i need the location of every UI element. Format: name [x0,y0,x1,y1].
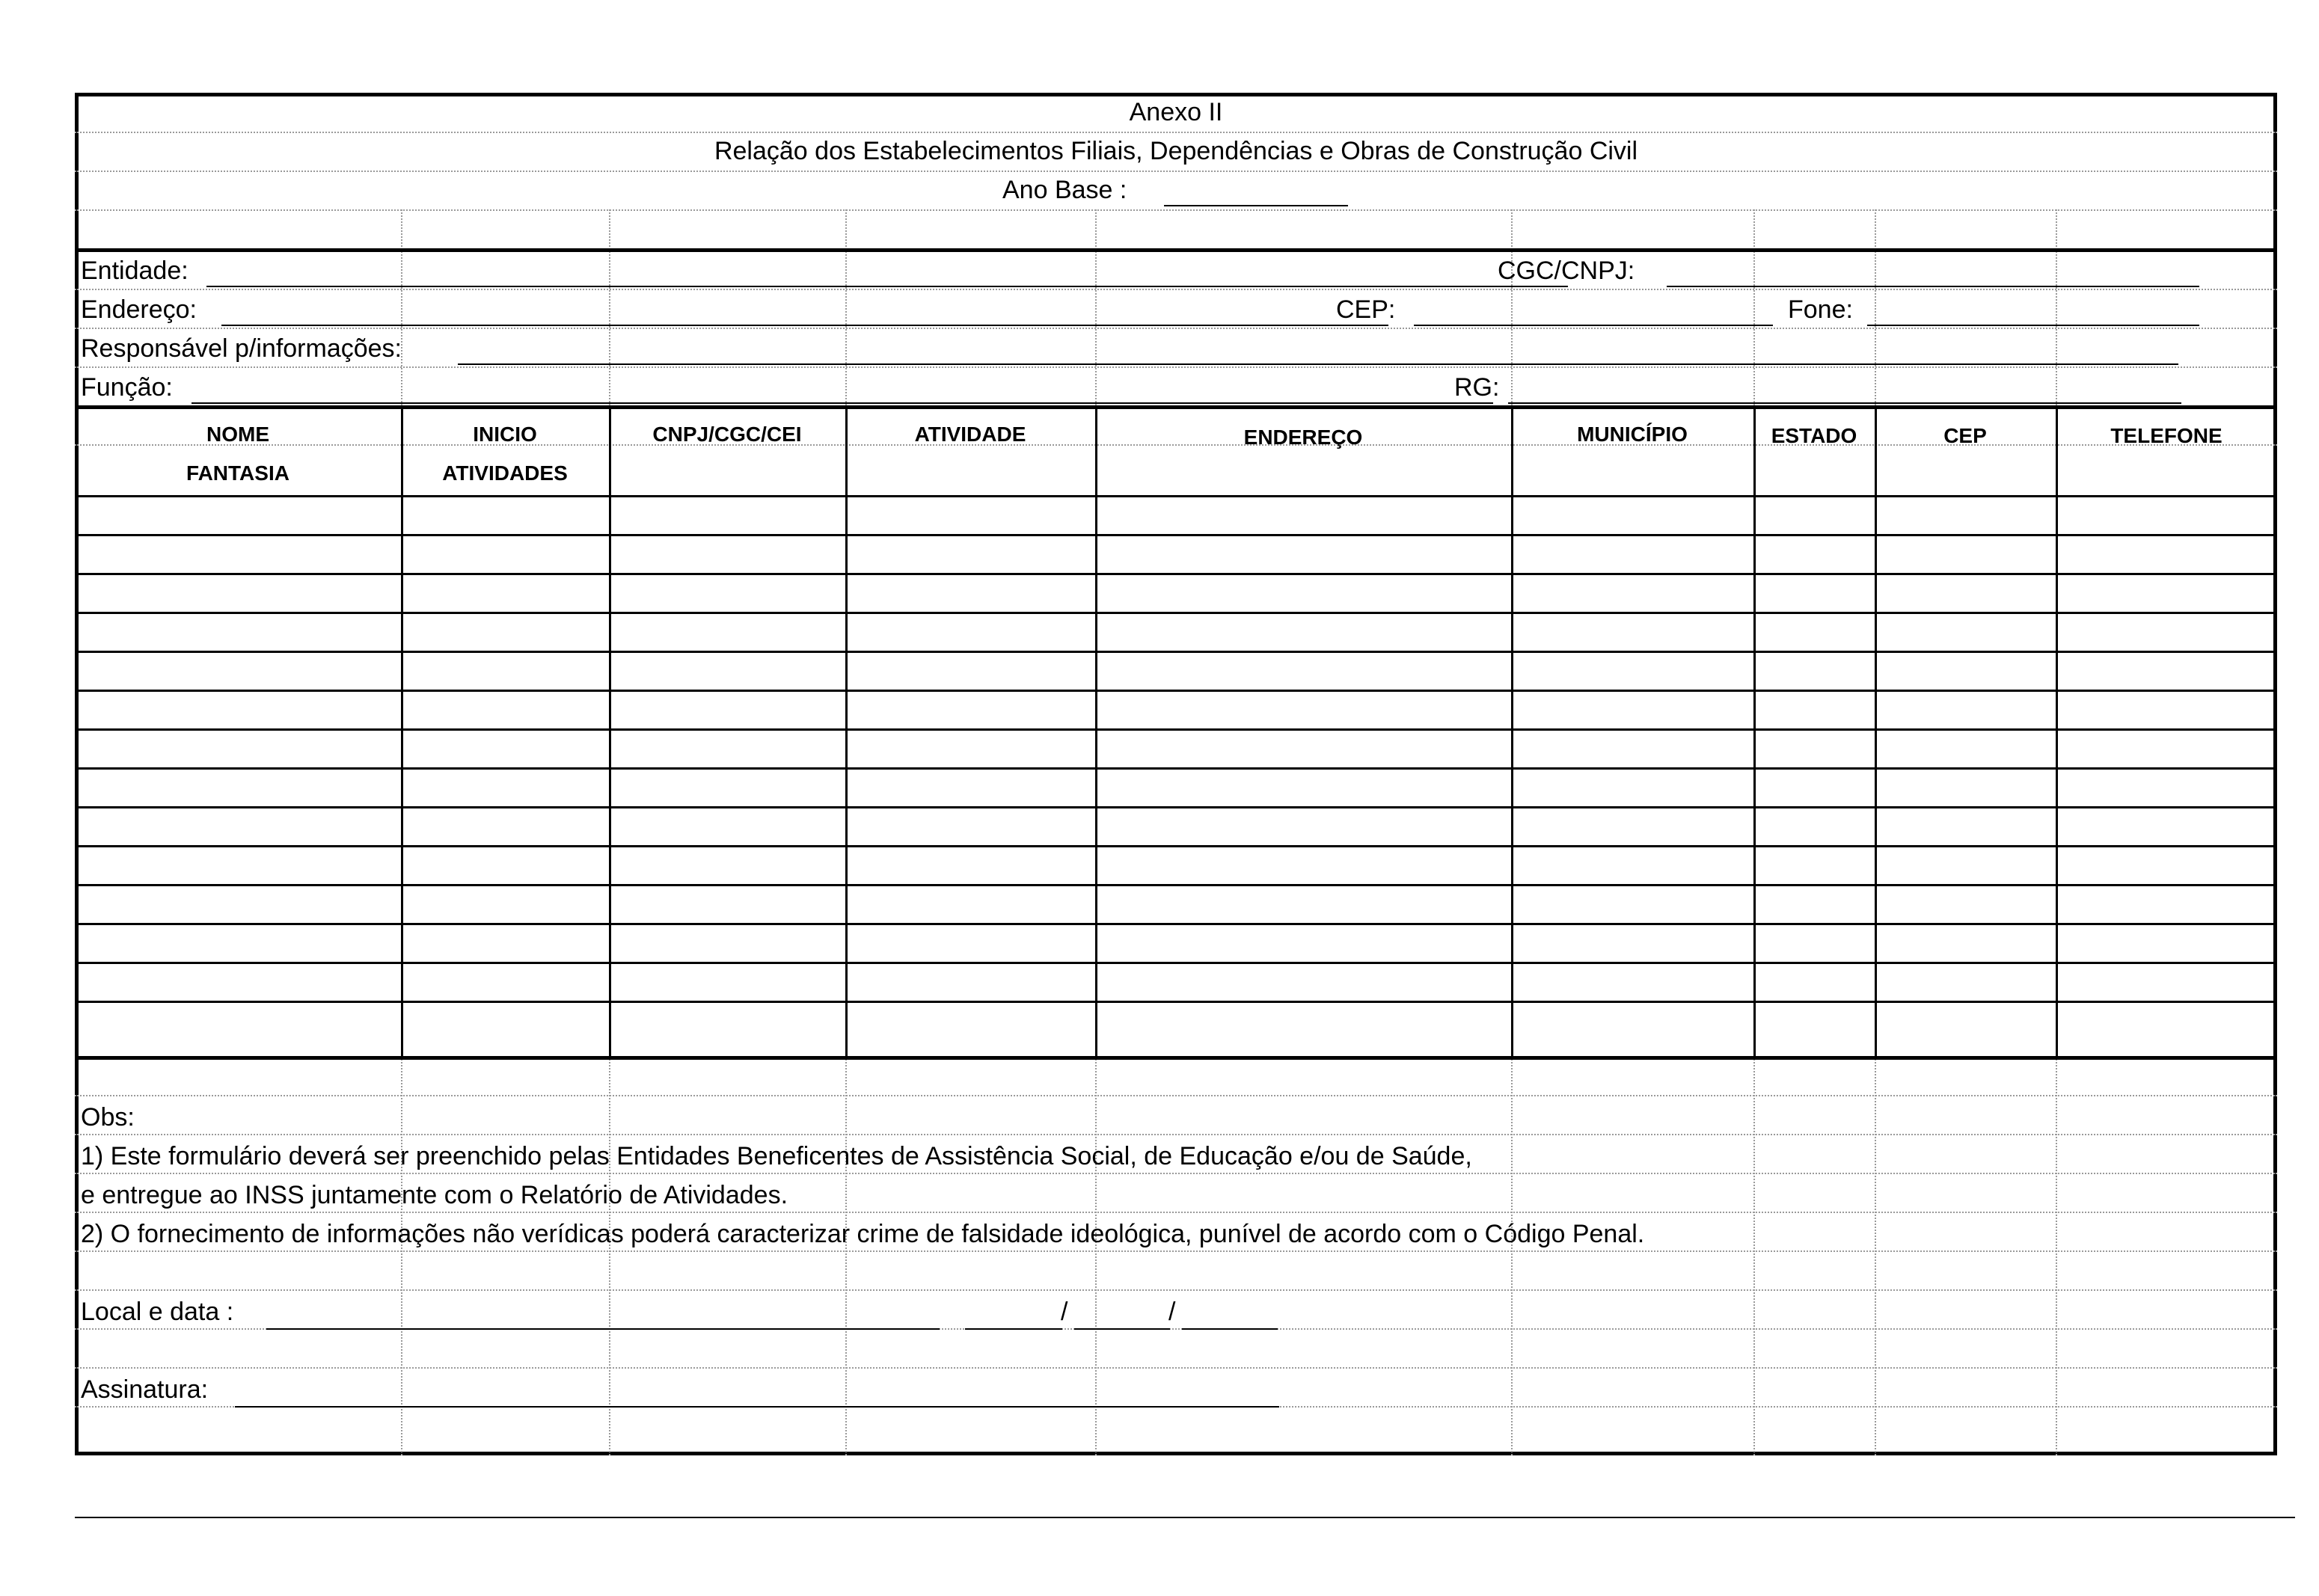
grid-row-line [75,1289,2277,1291]
header-nome-line2: FANTASIA [186,461,290,485]
grid-row-line [75,1367,2277,1369]
table-row-line [75,651,2277,653]
header-municipio: MUNICÍPIO [1577,423,1688,446]
grid-row-line [75,289,2277,290]
section-divider [75,405,2277,409]
assinatura-field[interactable] [235,1406,1279,1408]
entidade-field[interactable] [206,286,1568,287]
ano-base-label: Ano Base : [1002,176,1127,204]
obs-line-3: 2) O fornecimento de informações não verídicas poderá caracterizar crime de falsidade ideológica, punível de acordo com o Código Penal. [81,1220,1645,1248]
form-subtitle: Relação dos Estabelecimentos Filiais, Dependências e Obras de Construção Civil [714,137,1638,165]
fone-field[interactable] [1867,325,2199,326]
endereco-label: Endereço: [81,295,197,324]
header-cnpj: CNPJ/CGC/CEI [652,423,802,446]
date-separator: / [1168,1298,1176,1326]
fone-label: Fone: [1788,295,1853,324]
section-divider [75,248,2277,252]
table-row-line [75,612,2277,614]
table-row-line [75,573,2277,575]
table-row-line [75,845,2277,847]
table-row-line [75,767,2277,770]
obs-label: Obs: [81,1103,135,1132]
local-data-label: Local e data : [81,1298,234,1326]
grid-row-line [75,132,2277,133]
obs-line-2: e entregue ao INSS juntamente com o Relatório de Atividades. [81,1181,788,1209]
header-telefone: TELEFONE [2110,424,2222,447]
table-row-line [75,728,2277,731]
annex-title: Anexo II [1129,98,1223,126]
table-row-line [75,806,2277,808]
table-row-line [75,1001,2277,1003]
funcao-field[interactable] [192,402,1493,404]
funcao-label: Função: [81,373,173,402]
table-col-line [1511,405,1513,1056]
cgc-cnpj-label: CGC/CNPJ: [1498,257,1635,285]
table-row-line [75,923,2277,925]
date-month-field[interactable] [1074,1328,1170,1330]
table-row-line [75,690,2277,692]
assinatura-label: Assinatura: [81,1375,209,1404]
header-inicio-line2: ATIVIDADES [442,461,568,485]
grid-row-line [75,1134,2277,1135]
header-nome-line1: NOME [206,423,269,446]
cep-field[interactable] [1414,325,1773,326]
table-col-line [1095,405,1097,1056]
header-estado: ESTADO [1771,424,1857,447]
local-field[interactable] [266,1328,940,1330]
grid-row-line [75,1250,2277,1252]
form-sheet [75,93,2277,1455]
rg-field[interactable] [1508,402,2181,404]
endereco-field[interactable] [221,325,1388,326]
table-col-line [1753,405,1756,1056]
date-year-field[interactable] [1182,1328,1278,1330]
grid-row-line [75,1173,2277,1174]
obs-line-1: 1) Este formulário deverá ser preenchido pelas Entidades Beneficentes de Assistência Social, de Educação e/ou de Saúde, [81,1142,1472,1170]
table-row-line [75,495,2277,497]
date-separator: / [1061,1298,1068,1326]
table-row-line [75,884,2277,886]
grid-row-line [75,209,2277,211]
header-cep: CEP [1943,424,1987,447]
page-bottom-rule [75,1517,2295,1518]
cep-label: CEP: [1336,295,1396,324]
section-divider [75,1056,2277,1060]
table-col-line [2056,405,2058,1056]
grid-row-line [75,1095,2277,1096]
responsavel-field[interactable] [458,363,2178,365]
table-col-line [1875,405,1877,1056]
grid-row-line [75,328,2277,329]
responsavel-label: Responsável p/informações: [81,334,402,363]
grid-row-line [75,171,2277,172]
rg-label: RG: [1454,373,1500,402]
entidade-label: Entidade: [81,257,189,285]
table-row-line [75,534,2277,536]
grid-row-line [75,1212,2277,1213]
grid-row-line [75,366,2277,368]
table-col-line [845,405,848,1056]
cgc-cnpj-field[interactable] [1667,286,2199,287]
ano-base-field[interactable] [1164,205,1348,206]
table-col-line [609,405,611,1056]
date-day-field[interactable] [965,1328,1062,1330]
table-col-line [401,405,403,1056]
table-row-line [75,962,2277,964]
header-atividade: ATIVIDADE [914,423,1026,446]
header-endereco: ENDEREÇO [1243,426,1363,449]
header-inicio-line1: INICIO [473,423,537,446]
